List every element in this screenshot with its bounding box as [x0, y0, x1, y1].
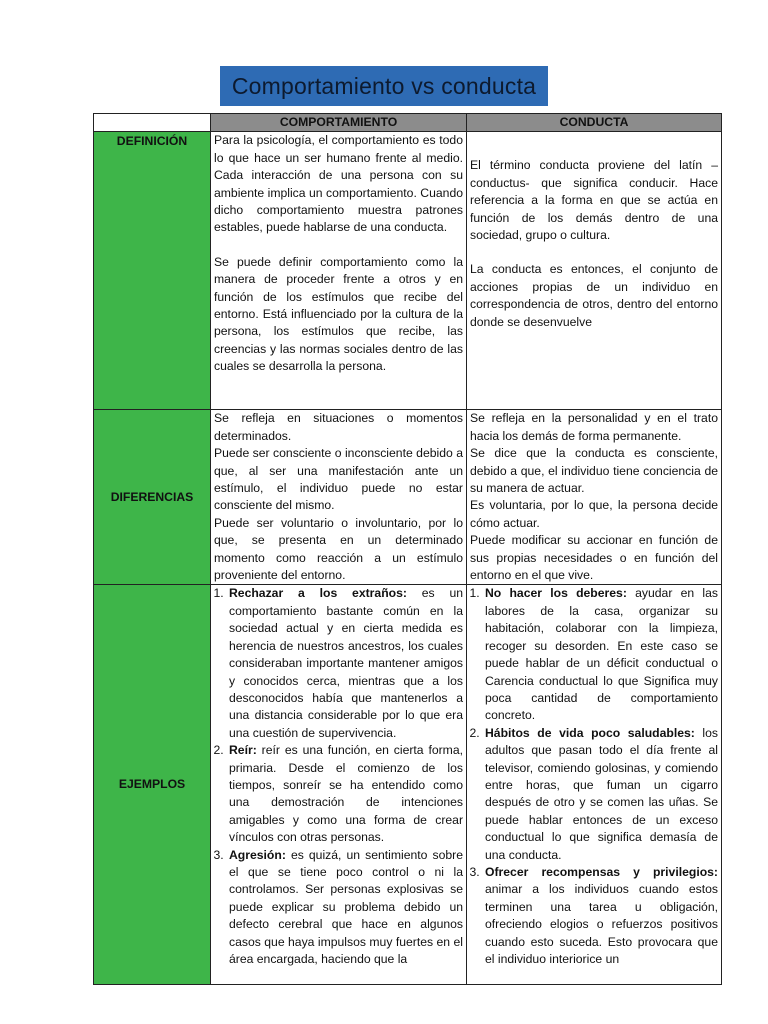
diferencias-cond-p4: Puede modificar su accionar en función de sus propias necesidades o en función del entorno en el que vive. — [470, 533, 718, 583]
example-term: Agresión: — [229, 847, 286, 862]
definicion-cond-p2: La conducta es entonces, el conjunto de acciones propias de un individuo en correspondencia de otros, dentro del entorno donde se desenvuelve — [470, 262, 718, 329]
diferencias-cond-p3: Es voluntaria, por lo que, la persona decide cómo actuar. — [470, 498, 718, 530]
diferencias-comp-p1: Se refleja en situaciones o momentos determinados. — [214, 411, 463, 443]
example-text: los adultos que pasan todo el día frente al televisor, comiendo golosinas, y comiendo entre horas, que fuman un cigarro después de otro y se comen las uñas. Se puede hablar entonces de un exceso conductual lo que significa demasía de una conducta. — [485, 725, 718, 862]
ejemplos-comp-list — [214, 585, 463, 968]
list-item — [483, 585, 718, 724]
list-item — [483, 725, 718, 864]
list-item — [227, 847, 463, 969]
diferencias-comportamiento-cell — [211, 410, 467, 585]
row-ejemplos — [94, 585, 722, 985]
page-title: Comportamiento vs conducta — [231, 72, 537, 99]
header-conducta: CONDUCTA — [467, 114, 722, 132]
row-diferencias — [94, 410, 722, 585]
diferencias-comp-p2: Puede ser consciente o inconsciente debido a que, al ser una manifestación ante un estímulo, el individuo puede no estar consciente del mismo. — [214, 446, 463, 513]
list-item — [227, 585, 463, 742]
label-ejemplos: EJEMPLOS — [94, 585, 211, 985]
example-term: No hacer los deberes: — [485, 586, 627, 601]
example-text: reír es una función, en cierta forma, primaria. Desde el comienzo de los tiempos, sonreír se ha entendido como una demostración de intenciones amigables y como una forma de crear vínculos con otras personas. — [229, 743, 463, 845]
comparison-table — [93, 113, 722, 985]
diferencias-comp-p3: Puede ser voluntario o involuntario, por lo que, se presenta en un determinado momento como reacción a un estímulo proveniente del entorno. — [214, 515, 463, 583]
definicion-cond-p1: El término conducta proviene del latín – conductus- que significa conducir. Hace referencia a la forma en que se actúa en función de los demás dentro de una sociedad, grupo o cultura. — [470, 158, 718, 243]
header-comportamiento: COMPORTAMIENTO — [211, 114, 467, 132]
list-item — [227, 742, 463, 846]
title-box — [220, 66, 548, 106]
definicion-comp-p2: Se puede definir comportamiento como la manera de proceder frente a otros y en función de los estímulos que recibe del entorno. Está influenciado por la cultura de la persona, los estímulos que recibe, las creencias y las normas sociales dentro de las cuales se desarrolla la persona. — [214, 254, 463, 374]
example-text: animar a los individuos cuando estos terminen una tarea u obligación, ofreciendo elogios o refuerzos positivos cuando esto suceda. Esto provocara que el individuo interiorice un — [485, 882, 718, 966]
definicion-comportamiento-cell — [211, 132, 467, 410]
label-definicion: DEFINICIÓN — [94, 132, 211, 410]
example-term: Hábitos de vida poco saludables: — [485, 725, 695, 740]
example-term: Ofrecer recompensas y privilegios: — [485, 864, 718, 879]
ejemplos-conducta-cell — [467, 585, 722, 985]
example-text: ayudar en las labores de la casa, organizar su habitación, colaborar con la limpieza, recoger su desorden. En este caso se puede hablar de un déficit conductual o Carencia conductual lo que Significa muy poca cantidad de comportamiento concreto. — [485, 586, 718, 723]
example-text: es quizá, un sentimiento sobre el que se tiene poco control o ni la controlamos. Ser personas explosivas se puede explicar su problema debido un defecto cerebral que hace en algunos casos que haya impulsos muy fuertes en el área encargada, haciendo que la — [229, 847, 463, 966]
label-diferencias: DIFERENCIAS — [94, 410, 211, 585]
header-row — [94, 114, 722, 132]
example-term: Rechazar a los extraños: — [229, 586, 407, 601]
list-item — [483, 864, 718, 968]
example-text: es un comportamiento bastante común en la sociedad actual y en cierta medida es herencia de nuestros ancestros, los cuales consideraban importante mantener amigos y conocidos cerca, mientras que a los desconocidos había que mantenerlos a una distancia considerable por lo que era una cuestión de supervivencia. — [229, 586, 463, 740]
diferencias-conducta-cell — [467, 410, 722, 585]
definicion-comp-p1: Para la psicología, el comportamiento es todo lo que hace un ser humano frente al medio. Cada interacción de una persona con su ambiente implica un comportamiento. Cuando dicho comportamiento muestra patrones estables, puede hablarse de una conducta. — [214, 133, 463, 235]
header-blank-cell — [94, 114, 211, 132]
diferencias-cond-p1: Se refleja en la personalidad y en el trato hacia los demás de forma permanente. — [470, 411, 718, 443]
ejemplos-cond-list — [470, 585, 718, 968]
definicion-conducta-cell — [467, 132, 722, 410]
ejemplos-comportamiento-cell — [211, 585, 467, 985]
row-definicion — [94, 132, 722, 410]
example-term: Reír: — [229, 743, 257, 758]
diferencias-cond-p2: Se dice que la conducta es consciente, debido a que, el individuo tiene conciencia de su manera de actuar. — [470, 446, 718, 496]
